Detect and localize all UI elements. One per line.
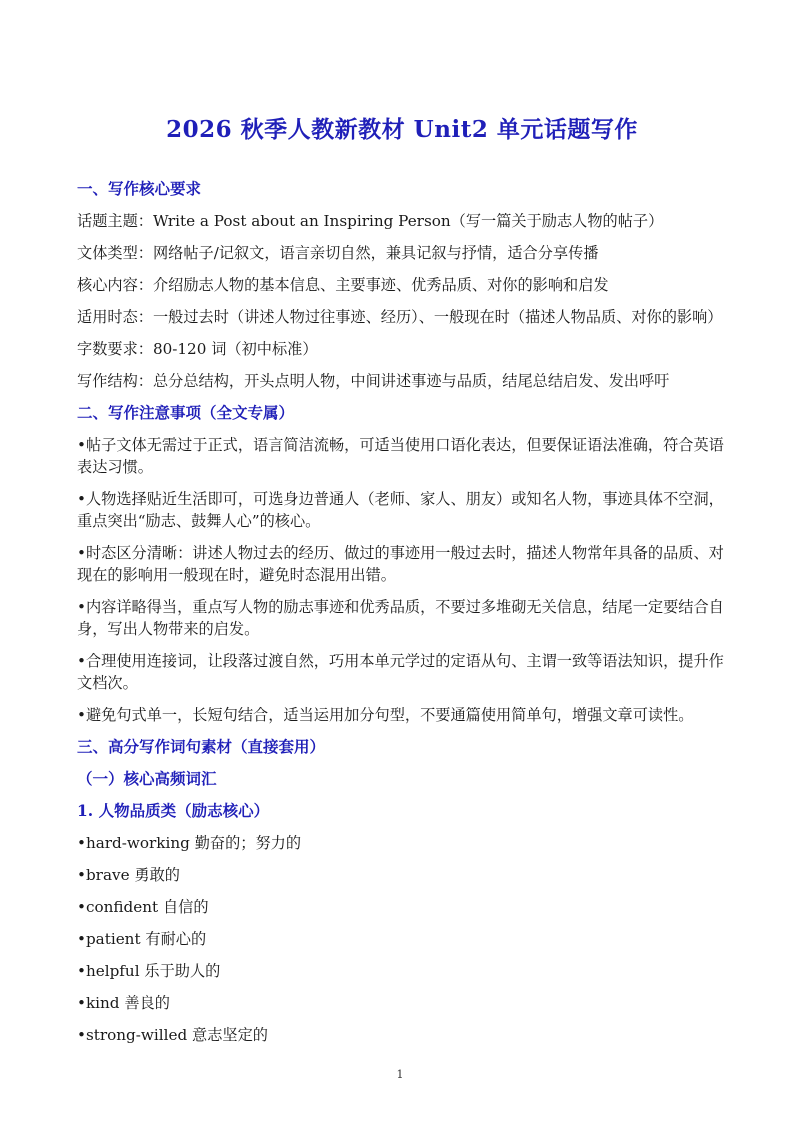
subsection-heading-vocab: （一）核心高频词汇	[77, 769, 217, 788]
requirement-topic: 话题主题：Write a Post about an Inspiring Person（写一篇关于励志人物的帖子）	[77, 212, 664, 230]
note-item: •内容详略得当，重点写人物的励志事迹和优秀品质，不要过多堆砌无关信息，结尾一定要结合自身，写出人物带来的启发。	[77, 598, 724, 638]
vocab-item: •strong-willed 意志坚定的	[77, 1026, 268, 1044]
requirement-structure: 写作结构：总分总结构，开头点明人物，中间讲述事迹与品质，结尾总结启发、发出呼吁	[77, 372, 670, 390]
vocab-item: •kind 善良的	[77, 994, 170, 1012]
vocab-item: •brave 勇敢的	[77, 866, 180, 884]
vocab-item: •hard-working 勤奋的；努力的	[77, 834, 302, 852]
section-heading-requirements: 一、写作核心要求	[77, 179, 202, 198]
note-item: •人物选择贴近生活即可，可选身边普通人（老师、家人、朋友）或知名人物，事迹具体不空洞，重点突出“励志、鼓舞人心”的核心。	[77, 490, 724, 530]
note-item: •时态区分清晰：讲述人物过去的经历、做过的事迹用一般过去时，描述人物常年具备的品质、对现在的影响用一般现在时，避免时态混用出错。	[77, 544, 724, 584]
vocab-item: •helpful 乐于助人的	[77, 962, 221, 980]
subsection-heading-qualities: 1. 人物品质类（励志核心）	[77, 801, 270, 820]
note-item: •避免句式单一，长短句结合，适当运用加分句型，不要通篇使用简单句，增强文章可读性。	[77, 706, 694, 724]
page-number: 1	[396, 1068, 404, 1081]
requirement-word-count: 字数要求：80-120 词（初中标准）	[77, 340, 318, 358]
section-heading-materials: 三、高分写作词句素材（直接套用）	[77, 737, 326, 756]
requirement-genre: 文体类型：网络帖子/记叙文，语言亲切自然，兼具记叙与抒情，适合分享传播	[77, 244, 599, 262]
note-item: •帖子文体无需过于正式，语言简洁流畅，可适当使用口语化表达，但要保证语法准确，符合英语表达习惯。	[77, 436, 724, 476]
document-body	[77, 178, 727, 1056]
vocab-item: •confident 自信的	[77, 898, 209, 916]
document-title: 2026 秋季人教新教材 Unit2 单元话题写作	[166, 116, 638, 143]
requirement-tense: 适用时态：一般过去时（讲述人物过往事迹、经历）、一般现在时（描述人物品质、对你的影响）	[77, 308, 723, 326]
section-heading-notes: 二、写作注意事项（全文专属）	[77, 403, 295, 422]
note-item: •合理使用连接词，让段落过渡自然，巧用本单元学过的定语从句、主谓一致等语法知识，提升作文档次。	[77, 652, 724, 692]
requirement-content: 核心内容：介绍励志人物的基本信息、主要事迹、优秀品质、对你的影响和启发	[77, 276, 609, 294]
vocab-item: •patient 有耐心的	[77, 930, 207, 948]
